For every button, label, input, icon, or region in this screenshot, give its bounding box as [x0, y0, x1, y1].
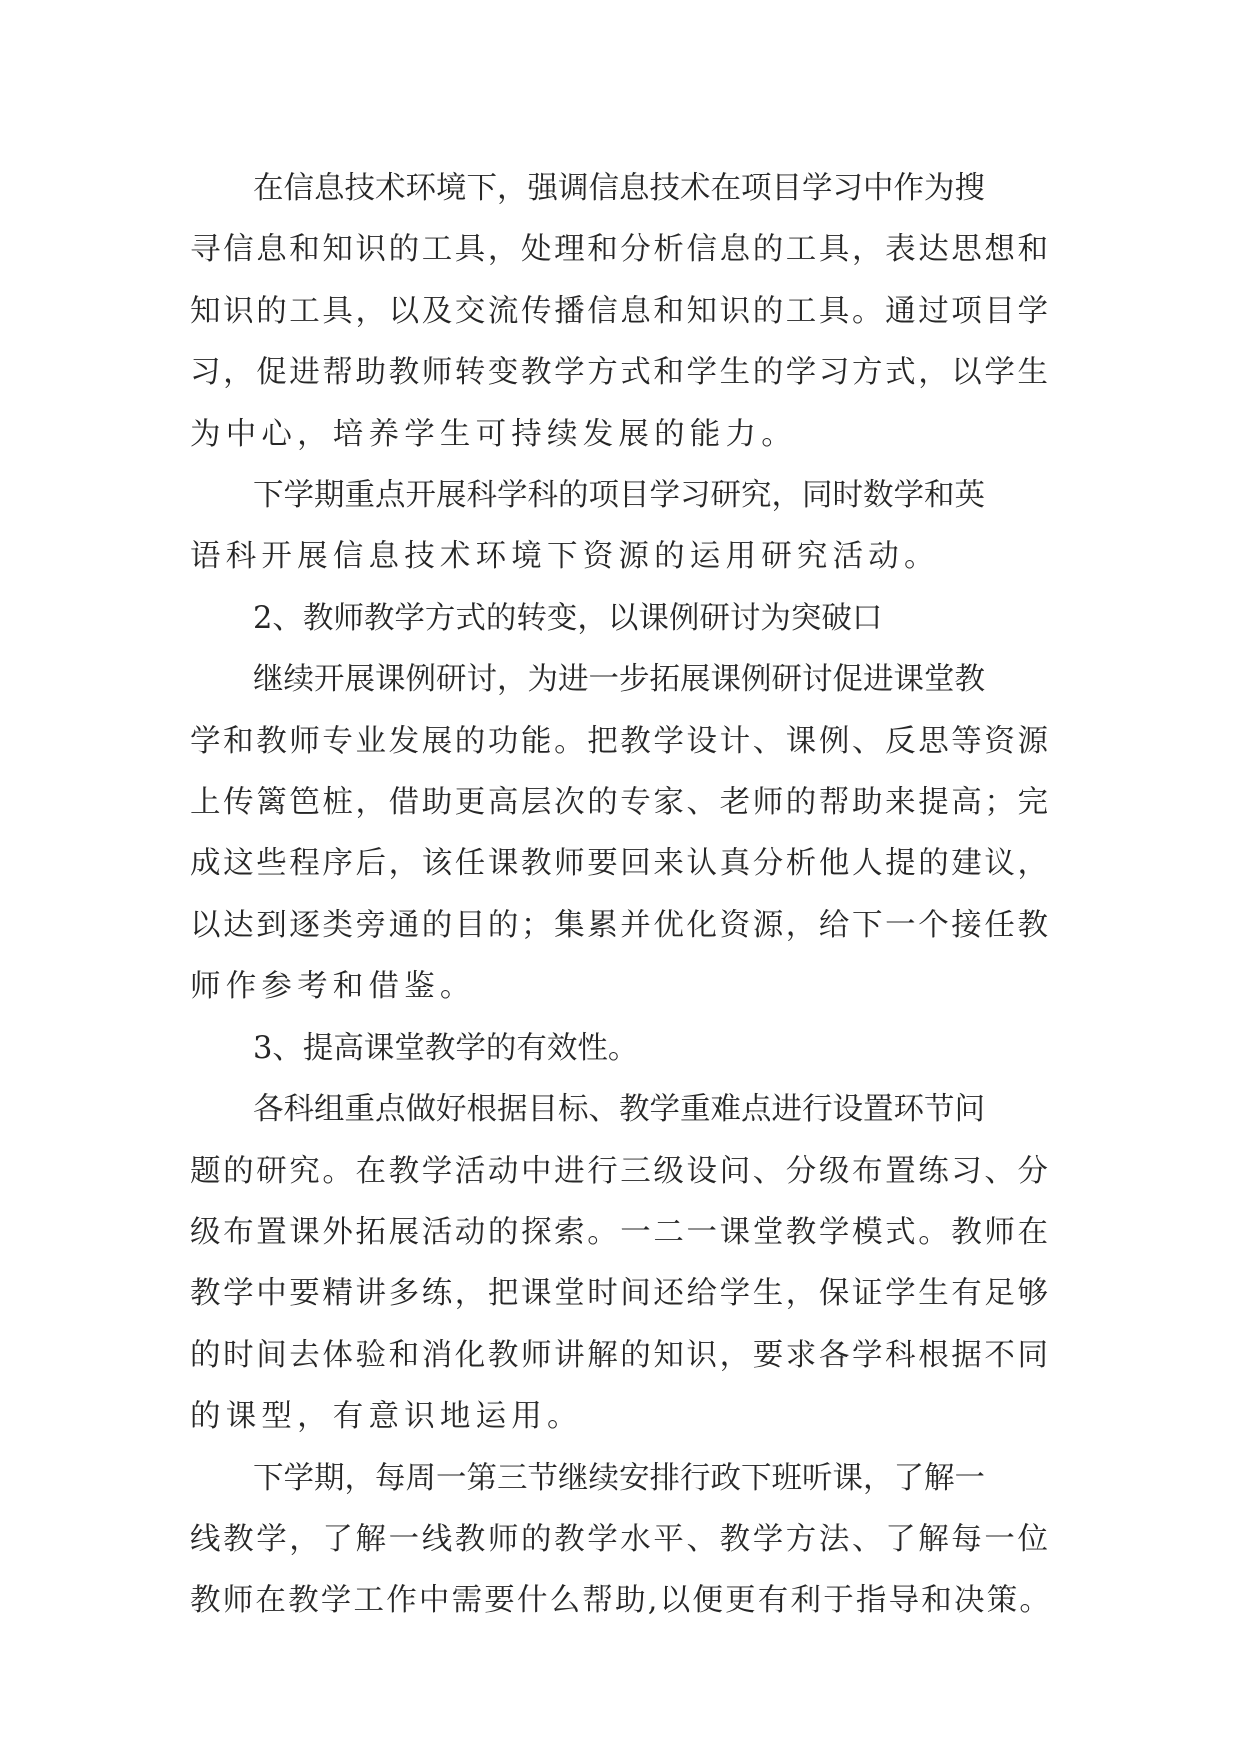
- text-line: 寻信息和知识的工具，处理和分析信息的工具，表达思想和: [190, 232, 1051, 268]
- text-line: 级布置课外拓展活动的探索。一二一课堂教学模式。教师在: [190, 1214, 1051, 1250]
- paragraph-3: [190, 649, 1055, 1017]
- text-line: 的时间去体验和消化教师讲解的知识，要求各学科根据不同: [190, 1337, 1051, 1373]
- text-line: 学和教师专业发展的功能。把教学设计、课例、反思等资源: [190, 723, 1051, 759]
- document-body: [190, 158, 1055, 1632]
- text-line: 题的研究。在教学活动中进行三级设问、分级布置练习、分: [190, 1153, 1051, 1189]
- paragraph-2: [190, 465, 1055, 588]
- text-line: 2、教师教学方式的转变，以课例研讨为突破口: [253, 600, 883, 636]
- text-line: 下学期，每周一第三节继续安排行政下班听课，了解一: [253, 1460, 985, 1496]
- text-line: 3、提高课堂教学的有效性。: [253, 1030, 639, 1066]
- text-line: 习，促进帮助教师转变教学方式和学生的学习方式，以学生: [190, 355, 1051, 391]
- text-line: 以达到逐类旁通的目的；集累并优化资源，给下一个接任教: [190, 907, 1051, 943]
- text-line: 继续开展课例研讨，为进一步拓展课例研讨促进课堂教: [253, 662, 985, 698]
- text-line: 成这些程序后，该任课教师要回来认真分析他人提的建议，: [190, 846, 1051, 882]
- text-line: 教学中要精讲多练，把课堂时间还给学生，保证学生有足够: [190, 1276, 1051, 1312]
- text-line: 上传篱笆桩，借助更高层次的专家、老师的帮助来提高；完: [190, 785, 1051, 821]
- text-line: 语科开展信息技术环境下资源的运用研究活动。: [190, 539, 940, 575]
- paragraph-1: [190, 158, 1055, 465]
- section-heading-2: [190, 588, 1055, 649]
- paragraph-5: [190, 1448, 1055, 1632]
- text-line: 师作参考和借鉴。: [190, 969, 476, 1005]
- text-line: 在信息技术环境下，强调信息技术在项目学习中作为搜: [253, 171, 985, 206]
- text-line: 教师在教学工作中需要什么帮助,以便更有利于指导和决策。: [190, 1583, 1053, 1619]
- text-line: 的课型，有意识地运用。: [190, 1399, 583, 1435]
- text-line: 线教学，了解一线教师的教学水平、教学方法、了解每一位: [190, 1521, 1051, 1557]
- text-line: 知识的工具，以及交流传播信息和知识的工具。通过项目学: [190, 293, 1051, 329]
- text-line: 下学期重点开展科学科的项目学习研究，同时数学和英: [253, 478, 985, 514]
- paragraph-4: [190, 1079, 1055, 1447]
- text-line: 为中心，培养学生可持续发展的能力。: [190, 416, 797, 452]
- section-heading-3: [190, 1018, 1055, 1079]
- text-line: 各科组重点做好根据目标、教学重难点进行设置环节问: [253, 1092, 985, 1128]
